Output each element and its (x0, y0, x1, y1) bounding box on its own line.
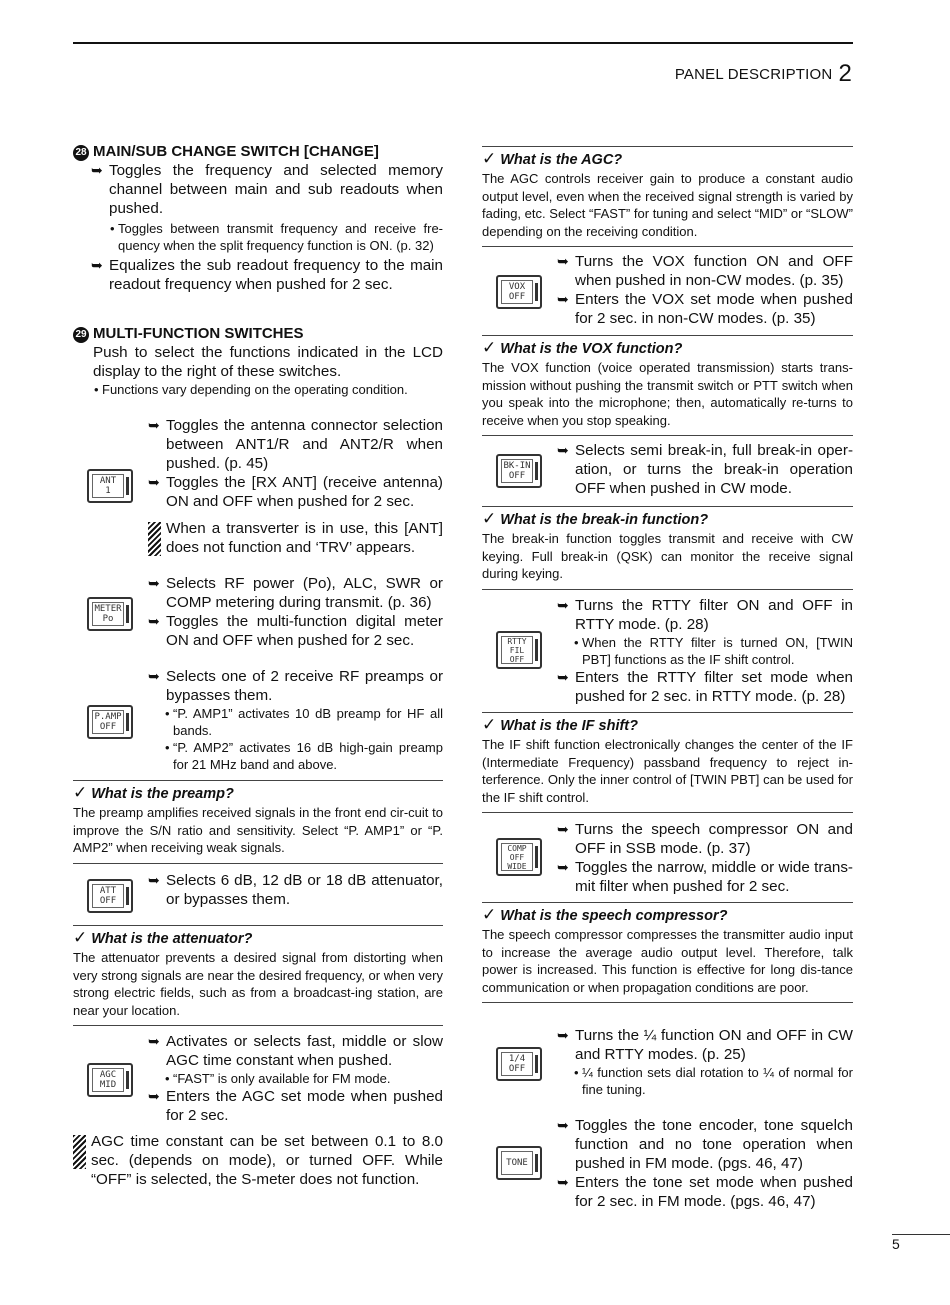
info-box-preamp (73, 780, 443, 864)
section-heading (73, 142, 443, 161)
preamp-key-icon: P.AMP OFF (87, 705, 133, 739)
att-description (148, 871, 443, 909)
bk-in-description (557, 441, 853, 498)
bullet: ➥ Selects RF power (Po), ALC, SWR or COMP metering during transmit. (p. 36) (148, 574, 443, 612)
sub-bullet: • ¼ function sets dial rotation to ¼ of normal for fine tuning. (573, 1064, 853, 1098)
bullet: ➥ Toggles the frequency and selected memory channel between main and sub readouts when pushed. (91, 161, 443, 218)
box-title: ✓ What is the IF shift? (482, 715, 638, 734)
box-title: ✓ What is the attenuator? (73, 928, 253, 947)
tone-key-icon: TONE (496, 1146, 542, 1180)
section-number-icon: 28 (73, 145, 89, 161)
sub-bullet: • Toggles between transmit frequency and receive fre-quency when the split frequency function is ON. (p. 32) (109, 220, 443, 254)
info-box-attenuator (73, 925, 443, 1026)
bullet: ➥ Selects one of 2 receive RF preamps or bypasses them. (148, 667, 443, 705)
bullet: ➥ Toggles the narrow, middle or wide trans-mit filter when pushed for 2 sec. (557, 858, 853, 896)
info-box-agc (482, 146, 853, 247)
section-28 (73, 142, 443, 294)
sub-bullet: • “P. AMP2” activates 16 dB high-gain preamp for 21 MHz band and above. (164, 739, 443, 773)
bullet: ➥ Selects semi break-in, full break-in oper-ation, or turns the break-in operation OFF when pushed in CW mode. (557, 441, 853, 498)
paragraph: Push to select the functions indicated in the LCD display to the right of these switches. (93, 344, 443, 380)
bullet: ➥ Toggles the tone encoder, tone squelch function and no tone operation when pushed in FM mode. (pgs. 46, 47) (557, 1116, 853, 1173)
tone-description (557, 1116, 853, 1211)
check-icon: ✓ (73, 928, 88, 947)
att-key-icon: ATT OFF (87, 879, 133, 913)
check-icon: ✓ (73, 783, 88, 802)
box-text: The attenuator prevents a desired signal from distorting when very strong signals are near the desired frequency, or when very strong electric fields, such as from a broadcast-ing station, are near your location. (73, 950, 443, 1018)
quarter-key-icon: 1/4 OFF (496, 1047, 542, 1081)
bullet: ➥ Enters the tone set mode when pushed for 2 sec. in FM mode. (pgs. 46, 47) (557, 1173, 853, 1211)
rtty-description (557, 596, 853, 706)
comp-description (557, 820, 853, 896)
info-box-vox (482, 335, 853, 436)
box-text: The AGC controls receiver gain to produce a constant audio output level, even when the received signal strength is varied by fading, etc. Select “FAST” for tuning and select “MID” or “SLOW” depending on the receiving condition. (482, 171, 853, 239)
section-title: MULTI-FUNCTION SWITCHES (93, 325, 304, 342)
box-title: ✓ What is the AGC? (482, 149, 623, 168)
box-text: The VOX function (voice operated transmission) starts trans-mission without pushing the transmit switch or PTT switch when you speak into the microphone; then, automatically re-turns to receive when you stop speaking. (482, 360, 853, 428)
box-text: The preamp amplifies received signals in the front end cir-cuit to improve the S/N ratio and sensitivity. Select “P. AMP1” or “P. AMP2” when receiving weak signals. (73, 805, 443, 855)
agc-key-icon: AGC MID (87, 1063, 133, 1097)
info-box-if-shift (482, 712, 853, 813)
section-title: MAIN/SUB CHANGE SWITCH [CHANGE] (93, 143, 379, 160)
bullet: ➥ Turns the VOX function ON and OFF when pushed in non-CW modes. (p. 35) (557, 252, 853, 290)
vox-description (557, 252, 853, 328)
agc-note (73, 1132, 443, 1189)
bullet: ➥ Toggles the [RX ANT] (receive antenna) ON and OFF when pushed for 2 sec. (148, 473, 443, 511)
box-title: ✓ What is the speech compressor? (482, 905, 728, 924)
info-box-break-in (482, 506, 853, 590)
bullet: ➥ Turns the RTTY filter ON and OFF in RTTY mode. (p. 28) (557, 596, 853, 634)
page-number: 5 (892, 1236, 900, 1252)
bullet: ➥ Enters the AGC set mode when pushed for 2 sec. (148, 1087, 443, 1125)
meter-description (148, 574, 443, 650)
check-icon: ✓ (482, 715, 497, 734)
info-box-speech-compressor (482, 902, 853, 1003)
check-icon: ✓ (482, 905, 497, 924)
meter-key-icon: METER Po (87, 597, 133, 631)
check-icon: ✓ (482, 149, 497, 168)
sub-bullet: • Functions vary depending on the operating condition. (93, 381, 443, 398)
agc-description (148, 1032, 443, 1125)
bullet: ➥ Enters the VOX set mode when pushed for 2 sec. in non-CW modes. (p. 35) (557, 290, 853, 328)
page-number-rule (892, 1234, 950, 1235)
bullet: ➥ Enters the RTTY filter set mode when pushed for 2 sec. in RTTY mode. (p. 28) (557, 668, 853, 706)
top-rule (73, 42, 853, 44)
box-title: ✓ What is the break-in function? (482, 509, 709, 528)
check-icon: ✓ (482, 338, 497, 357)
header-title: PANEL DESCRIPTION (674, 66, 833, 83)
note: When a transverter is in use, this [ANT] does not function and ‘TRV’ appears. (148, 519, 443, 557)
ant-key-icon: ANT 1 (87, 469, 133, 503)
bullet: ➥ Activates or selects fast, middle or slow AGC time constant when pushed. (148, 1032, 443, 1070)
quarter-description (557, 1026, 853, 1098)
section-heading (73, 324, 443, 343)
box-text: The break-in function toggles transmit and receive with CW keying. Full break-in (QSK) can monitor the receive signal during keying. (482, 531, 853, 581)
section-29 (73, 324, 443, 398)
bullet: ➥ Turns the speech compressor ON and OFF in SSB mode. (p. 37) (557, 820, 853, 858)
bullet: ➥ Equalizes the sub readout frequency to the main readout frequency when pushed for 2 sec. (91, 256, 443, 294)
bk-in-key-icon: BK-IN OFF (496, 454, 542, 488)
note: AGC time constant can be set between 0.1 to 8.0 sec. (depends on mode), or turned OFF. While “OFF” is selected, the S-meter does not function. (73, 1132, 443, 1189)
box-title: ✓ What is the preamp? (73, 783, 234, 802)
preamp-description (148, 667, 443, 773)
sub-bullet: • “P. AMP1” activates 10 dB preamp for HF all bands. (164, 705, 443, 739)
page-header (675, 58, 852, 86)
bullet: ➥ Toggles the antenna connector selection between ANT1/R and ANT2/R when pushed. (p. 45) (148, 416, 443, 473)
ant-description (148, 416, 443, 557)
box-text: The IF shift function electronically changes the center of the IF (Intermediate Frequency) passband frequency to reject in-terference. Only the inner control of [TWIN PBT] can be used for the IF shift control. (482, 737, 853, 805)
sub-bullet: • “FAST” is only available for FM mode. (164, 1070, 443, 1087)
vox-key-icon: VOX OFF (496, 275, 542, 309)
box-title: ✓ What is the VOX function? (482, 338, 683, 357)
chapter-number: 2 (838, 60, 852, 87)
comp-key-icon: COMP OFF WIDE (496, 838, 542, 876)
bullet: ➥ Turns the ¼ function ON and OFF in CW and RTTY modes. (p. 25) (557, 1026, 853, 1064)
sub-bullet: • When the RTTY filter is turned ON, [TWIN PBT] functions as the IF shift control. (573, 634, 853, 668)
section-number-icon: 29 (73, 327, 89, 343)
bullet: ➥ Toggles the multi-function digital meter ON and OFF when pushed for 2 sec. (148, 612, 443, 650)
check-icon: ✓ (482, 509, 497, 528)
rtty-key-icon: RTTY FIL OFF (496, 631, 542, 669)
box-text: The speech compressor compresses the transmitter audio input to increase the average audio output level. Therefore, talk power is increased. This function is effective for long dis-tance communication or when propagation conditions are poor. (482, 927, 853, 995)
bullet: ➥ Selects 6 dB, 12 dB or 18 dB attenuator, or bypasses them. (148, 871, 443, 909)
